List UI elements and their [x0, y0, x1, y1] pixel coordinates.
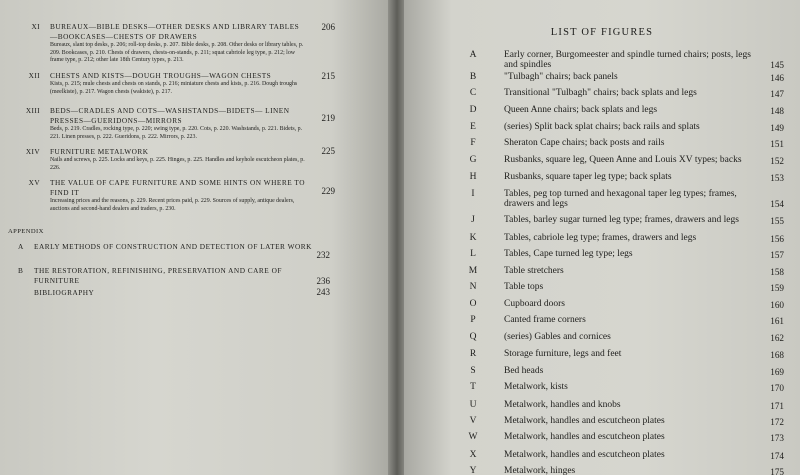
figure-letter: I — [471, 189, 475, 199]
figure-page: 161 — [770, 316, 784, 326]
appendix-heading: APPENDIX — [8, 228, 44, 235]
figure-letter: Q — [469, 332, 477, 342]
chapter-summary: Kists, p. 215; mule chests and chests on stands, p. 216; miniature chests and kists, p. 216. Dough troughs (meelkiste), p. 217. Wagon chests (wakiste), p. 217. — [50, 81, 298, 95]
figure-caption: Tables, peg top turned and hexagonal taper leg types; frames, drawers and legs — [504, 189, 737, 210]
chapter-number: XI — [31, 22, 40, 31]
chapter-page: 225 — [321, 146, 335, 156]
chapter-title: BUREAUX—BIBLE DESKS—OTHER DESKS AND LIBRARY TABLES —BOOKCASES—CHESTS OF DRAWERS — [50, 22, 300, 41]
figure-page: 171 — [770, 401, 784, 411]
figure-letter: B — [469, 72, 477, 82]
appendix-page: 232 — [316, 250, 330, 260]
figure-page: 145 — [770, 60, 784, 70]
figure-caption: Early corner, Burgomeester and spindle turned chairs; posts, legs and spindles — [504, 50, 751, 71]
figure-page: 160 — [770, 300, 784, 310]
figure-page: 148 — [770, 106, 784, 116]
appendix-page: 236 — [316, 276, 330, 286]
figure-caption: Tables, Cape turned leg type; legs — [504, 249, 633, 259]
list-of-figures-page — [404, 0, 800, 475]
figure-letter: N — [469, 282, 477, 292]
chapter-page: 229 — [321, 186, 335, 196]
figure-page: 168 — [770, 350, 784, 360]
figure-caption: Metalwork, hinges — [504, 466, 576, 475]
figure-page: 157 — [770, 250, 784, 260]
chapter-number: XII — [28, 71, 40, 80]
figure-letter: O — [469, 299, 477, 309]
chapter-title: BEDS—CRADLES AND COTS—WASHSTANDS—BIDETS— LINEN PRESSES—GUERIDONS—MIRRORS — [50, 106, 290, 125]
figure-caption: Metalwork, handles and escutcheon plates — [504, 432, 665, 442]
chapter-summary: Nails and screws, p. 225. Locks and keys, p. 225. Hinges, p. 225. Handles and keyhole escutcheon plates, p. 226. — [50, 157, 305, 171]
chapter-number: XIII — [25, 106, 40, 115]
figure-letter: F — [470, 138, 476, 148]
figure-page: 170 — [770, 383, 784, 393]
figure-page: 152 — [770, 156, 784, 166]
figure-caption: Queen Anne chairs; back splats and legs — [504, 105, 658, 115]
chapter-page: 215 — [321, 71, 335, 81]
figure-letter: L — [470, 249, 476, 259]
figure-caption: Table stretchers — [504, 266, 564, 276]
figure-caption: Tables, cabriole leg type; frames, drawers and legs — [504, 233, 697, 243]
figure-caption: Bed heads — [504, 366, 544, 376]
figure-letter: X — [469, 450, 477, 460]
figure-letter: H — [469, 172, 477, 182]
figure-page: 149 — [770, 123, 784, 133]
figure-letter: R — [469, 349, 477, 359]
figure-letter: A — [469, 50, 477, 60]
figure-caption: Rusbanks, square taper leg type; back splats — [504, 172, 672, 182]
figure-letter: E — [470, 122, 476, 132]
figure-page: 153 — [770, 173, 784, 183]
figure-page: 175 — [770, 467, 784, 475]
figure-letter: S — [470, 366, 476, 376]
chapter-page: 219 — [321, 113, 335, 123]
figure-letter: U — [469, 400, 477, 410]
figure-letter: P — [470, 315, 476, 325]
appendix-title: EARLY METHODS OF CONSTRUCTION AND DETECTION OF LATER WORK — [34, 242, 312, 251]
figure-letter: C — [469, 88, 477, 98]
figure-letter: V — [469, 416, 477, 426]
figure-page: 146 — [770, 73, 784, 83]
bibliography-title: BIBLIOGRAPHY — [34, 288, 95, 297]
figure-letter: M — [468, 266, 478, 276]
figure-letter: Y — [469, 466, 477, 475]
figure-caption: Metalwork, handles and knobs — [504, 400, 621, 410]
figure-page: 172 — [770, 417, 784, 427]
figure-caption: Table tops — [504, 282, 544, 292]
figure-caption: Metalwork, kists — [504, 382, 568, 392]
figure-caption: Metalwork, handles and escutcheon plates — [504, 416, 665, 426]
appendix-letter: B — [18, 266, 23, 275]
figure-page: 173 — [770, 433, 784, 443]
chapter-summary: Increasing prices and the reasons, p. 229. Recent prices paid, p. 229. Sources of supply, antique dealers, auctions and second-hand dealers and traders, p. 230. — [50, 198, 295, 212]
figure-caption: "Tulbagh" chairs; back panels — [504, 72, 618, 82]
figure-letter: T — [470, 382, 476, 392]
chapter-page: 206 — [321, 22, 335, 32]
figure-caption: Transitional "Tulbagh" chairs; back splats and legs — [504, 88, 697, 98]
figure-caption: Canted frame corners — [504, 315, 586, 325]
figure-page: 158 — [770, 267, 784, 277]
figure-page: 156 — [770, 234, 784, 244]
figure-caption: Sheraton Cape chairs; back posts and rails — [504, 138, 665, 148]
chapter-title: THE VALUE OF CAPE FURNITURE AND SOME HINTS ON WHERE TO FIND IT — [50, 178, 305, 197]
figure-caption: Tables, barley sugar turned leg type; frames, drawers and legs — [504, 215, 739, 225]
figure-letter: W — [468, 432, 478, 442]
contents-page — [0, 0, 390, 475]
page-title: LIST OF FIGURES — [550, 27, 654, 38]
appendix-letter: A — [18, 242, 24, 251]
chapter-summary: Beds, p. 219. Cradles, rocking type, p. 220; swing type, p. 220. Cots, p. 220. Washstands, p. 221. Bidets, p. 221. Linen presses, p. 222. Gueridons, p. 222. Mirrors, p. 223. — [50, 126, 303, 140]
figure-caption: Cupboard doors — [504, 299, 565, 309]
figure-page: 155 — [770, 216, 784, 226]
figure-page: 162 — [770, 333, 784, 343]
figure-letter: G — [469, 155, 477, 165]
figure-letter: K — [469, 233, 477, 243]
chapter-summary: Bureaux, slant top desks, p. 206; roll-top desks, p. 207. Bible desks, p. 208. Other desks or library tables, p. 209. Bookcases, p. 210. Chests of drawers, chests-on-stands, p. 211; squat cabriole leg type, p. 212; low frame type, p. 212; other late 18th Century types, p. 213. — [50, 42, 304, 64]
figure-caption: (series) Gables and cornices — [504, 332, 611, 342]
bibliography-page: 243 — [316, 287, 330, 297]
chapter-title: CHESTS AND KISTS—DOUGH TROUGHS—WAGON CHESTS — [50, 71, 272, 80]
figure-page: 159 — [770, 283, 784, 293]
appendix-title: THE RESTORATION, REFINISHING, PRESERVATION AND CARE OF FURNITURE — [34, 266, 282, 285]
chapter-number: XIV — [25, 147, 40, 156]
figure-caption: Rusbanks, square leg, Queen Anne and Louis XV types; backs — [504, 155, 742, 165]
figure-page: 174 — [770, 451, 784, 461]
figure-letter: D — [469, 105, 477, 115]
figure-caption: Metalwork, handles and escutcheon plates — [504, 450, 665, 460]
figure-page: 154 — [770, 199, 784, 209]
figure-caption: Storage furniture, legs and feet — [504, 349, 622, 359]
figure-page: 151 — [770, 139, 784, 149]
figure-page: 169 — [770, 367, 784, 377]
figure-letter: J — [471, 215, 475, 225]
chapter-number: XV — [28, 178, 40, 187]
chapter-title: FURNITURE METALWORK — [50, 147, 149, 156]
figure-caption: (series) Split back splat chairs; back rails and splats — [504, 122, 700, 132]
figure-page: 147 — [770, 89, 784, 99]
